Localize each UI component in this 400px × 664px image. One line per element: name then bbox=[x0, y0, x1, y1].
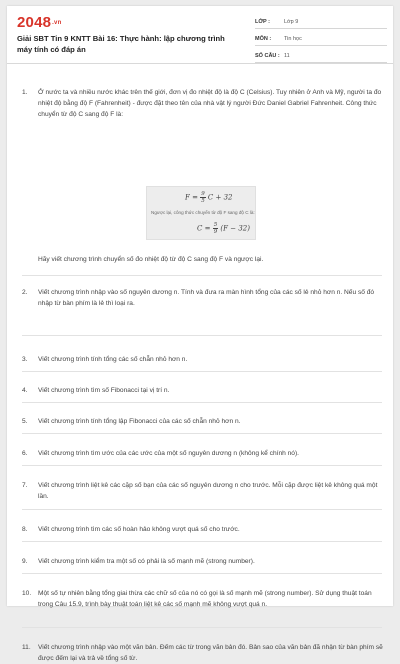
question-text: Viết chương trình tìm ước của các ước của một số nguyên dương n (không kể chính nó). bbox=[38, 450, 299, 457]
fraction-numerator: 5 bbox=[213, 222, 218, 228]
meta-key: MÔN : bbox=[255, 35, 272, 42]
question-number: 10. bbox=[22, 590, 32, 597]
formula-rhs: (F − 32) bbox=[220, 224, 250, 233]
question-number: 7. bbox=[22, 482, 28, 489]
divider bbox=[22, 371, 382, 372]
fraction-denominator: 9 bbox=[213, 229, 218, 235]
page-title: Giải SBT Tin 9 KNTT Bài 16: Thực hành: lập chương trình máy tính có đáp án bbox=[17, 34, 225, 54]
divider bbox=[22, 433, 382, 434]
question-number: 5. bbox=[22, 418, 28, 425]
question-number: 4. bbox=[22, 387, 28, 394]
question-number: 11. bbox=[22, 644, 31, 651]
question-number: 9. bbox=[22, 558, 28, 565]
meta-table bbox=[255, 15, 387, 66]
meta-value: Lớp 9 bbox=[284, 18, 299, 25]
divider bbox=[22, 275, 382, 276]
fraction bbox=[200, 191, 206, 204]
formula-image bbox=[146, 186, 256, 240]
formula-lhs: C = bbox=[197, 224, 211, 233]
meta-key: LỚP : bbox=[255, 18, 270, 25]
question-number: 1. bbox=[22, 89, 28, 96]
question-number: 6. bbox=[22, 450, 28, 457]
logo-tld: .vn bbox=[52, 20, 62, 26]
question-text: Viết chương trình tìm số Fibonacci tại vị trí n. bbox=[38, 387, 170, 394]
question-text: Viết chương trình nhập vào một văn bản. Đếm các từ trong văn bản đó. Bản sao của văn bản đã nhận từ bàn phím sẽ được đếm lại và trả về tổng số từ. bbox=[38, 644, 383, 662]
divider bbox=[22, 509, 382, 510]
document-page bbox=[7, 6, 393, 662]
question-text: Viết chương trình tính tổng các số chẵn nhỏ hơn n. bbox=[38, 356, 188, 363]
divider bbox=[22, 335, 382, 336]
question-text: Hãy viết chương trình chuyển số đo nhiệt độ từ độ C sang độ F và ngược lại. bbox=[38, 256, 264, 263]
question-number: 2. bbox=[22, 289, 28, 296]
divider bbox=[22, 402, 382, 403]
question-text: Một số tự nhiên bằng tổng giai thừa các chữ số của nó có gọi là số mạnh mẽ (strong number). Sử dụng thuật toán trong Câu 15.9, trình bày thuật toán liệt kê các số mạnh mẽ không vượt quá n. bbox=[38, 590, 372, 608]
question-text: Viết chương trình liệt kê các cặp số bạn của các số nguyên dương n cho trước. Mỗi cặp được liệt kê không quá một lần. bbox=[38, 482, 378, 500]
question-text: Viết chương trình tính tổng lập Fibonacci của các số chẵn nhỏ hơn n. bbox=[38, 418, 241, 425]
meta-row-grade bbox=[255, 15, 387, 29]
formula-lhs: F = bbox=[185, 193, 198, 202]
meta-key: SỐ CÂU : bbox=[255, 52, 280, 59]
formula-note: Ngược lại, công thức chuyển từ độ F sang độ C là: bbox=[151, 210, 255, 215]
fraction-numerator: 9 bbox=[201, 191, 205, 197]
divider bbox=[22, 627, 382, 628]
formula-f-to-c bbox=[197, 222, 250, 235]
divider bbox=[22, 573, 382, 574]
formula-rhs: C + 32 bbox=[207, 193, 233, 202]
question-text: Ở nước ta và nhiều nước khác trên thế giới, đơn vị đo nhiệt độ là độ C (Celsius). Tuy nhiên ở Anh và Mỹ, người ta đo nhiệt độ bằng độ F (Fahrenheit) - được đặt theo tên của nhà vật lý người Đức Daniel Gabriel Fahrenheit. Công thức chuyển từ độ C sang độ F là: bbox=[38, 89, 382, 118]
document-header bbox=[7, 6, 393, 64]
fraction bbox=[213, 222, 219, 235]
question-text: Viết chương trình kiểm tra một số có phải là số mạnh mẽ (strong number). bbox=[38, 558, 255, 565]
fraction-denominator: 5 bbox=[201, 198, 205, 204]
formula-c-to-f bbox=[185, 191, 233, 204]
meta-value: 11 bbox=[284, 52, 290, 59]
question-number: 8. bbox=[22, 526, 28, 533]
divider bbox=[22, 465, 382, 466]
question-number: 3. bbox=[22, 356, 28, 363]
logo-text: 2048 bbox=[17, 14, 52, 31]
meta-row-count bbox=[255, 49, 387, 63]
site-logo[interactable] bbox=[17, 14, 61, 31]
divider bbox=[22, 541, 382, 542]
question-text: Viết chương trình nhập vào số nguyên dương n. Tính và đưa ra màn hình tổng của các số lẻ nhỏ hơn n. Nếu số đó nhập từ bàn phím là lẻ thì loại ra. bbox=[38, 289, 375, 307]
question-text: Viết chương trình tìm các số hoàn hảo không vượt quá số cho trước. bbox=[38, 526, 240, 533]
meta-value: Tin học bbox=[284, 35, 302, 42]
meta-row-subject bbox=[255, 32, 387, 46]
